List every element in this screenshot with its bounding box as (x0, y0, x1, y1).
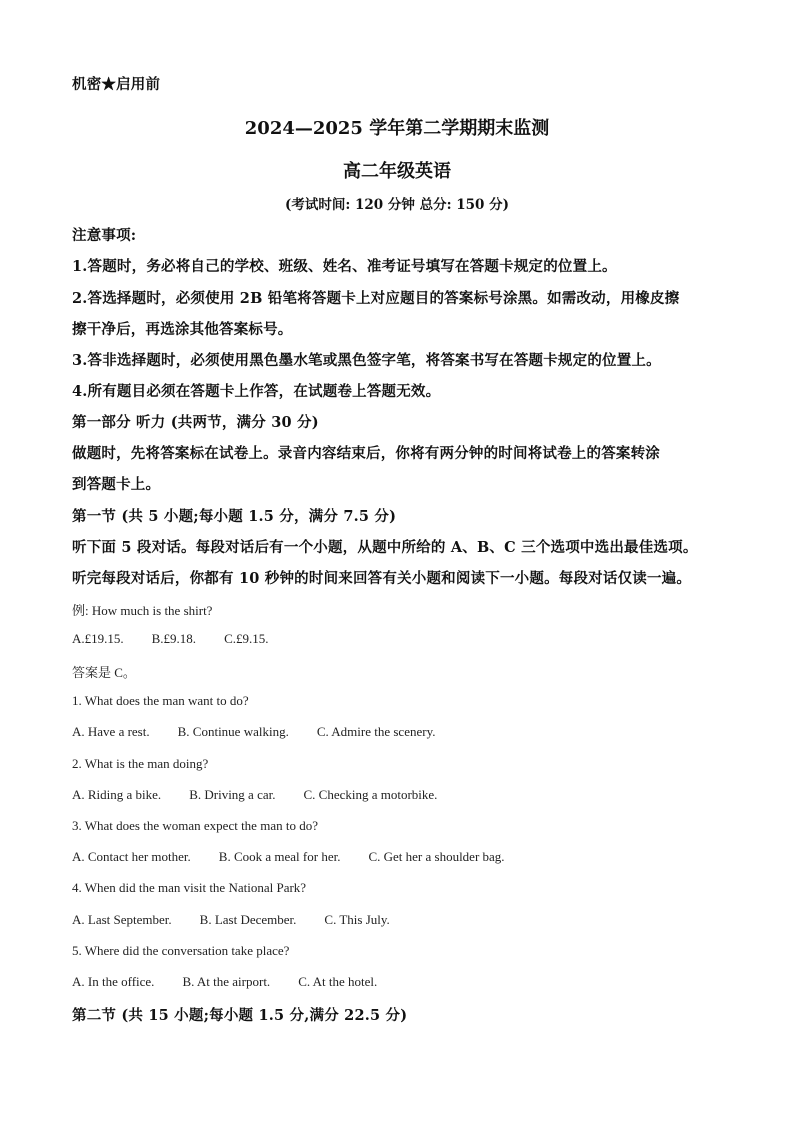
option-a: A. Have a rest. (72, 724, 150, 739)
question-5: 5. Where did the conversation take place? (72, 943, 290, 958)
option-b: B. Driving a car. (189, 787, 276, 802)
example-answer: 答案是 C。 (72, 665, 136, 680)
note-item: 1.答题时，务必将自己的学校、班级、姓名、准考证号填写在答题卡规定的位置上。 (72, 258, 617, 275)
question-1-options (72, 724, 435, 740)
note-item-continued: 擦干净后，再选涂其他答案标号。 (72, 321, 293, 338)
option-c: C. Admire the scenery. (316, 724, 436, 739)
option-b: B. Last December. (199, 912, 297, 927)
question-2: 2. What is the man doing? (72, 756, 209, 771)
exam-title: 2024—2025 学年第二学期期末监测 (244, 118, 550, 139)
part1-instructions: 做题时，先将答案标在试卷上。录音内容结束后，你将有两分钟的时间将试卷上的答案转涂 (72, 445, 660, 462)
exam-info: (考试时间: 120 分钟 总分: 150 分) (284, 197, 510, 213)
question-3: 3. What does the woman expect the man to do? (72, 818, 318, 833)
part1-heading: 第一部分 听力 (共两节，满分 30 分) (72, 414, 319, 431)
section2-heading: 第二节 (共 15 小题;每小题 1.5 分,满分 22.5 分) (72, 1007, 408, 1024)
section1-instructions-continued: 听完每段对话后，你都有 10 秒钟的时间来回答有关小题和阅读下一小题。每段对话仅读一遍。 (72, 570, 692, 587)
question-1: 1. What does the man want to do? (72, 693, 249, 708)
question-4-options (72, 912, 390, 928)
note-item: 3.答非选择题时，必须使用黑色墨水笔或黑色签字笔，将答案书写在答题卡规定的位置上。 (72, 352, 661, 369)
section1-instructions: 听下面 5 段对话。每段对话后有一个小题，从题中所给的 A、B、C 三个选项中选出最佳选项。 (72, 539, 698, 556)
exam-subject: 高二年级英语 (343, 161, 451, 182)
option-b: B. Cook a meal for her. (218, 849, 341, 864)
option-c: C.£9.15. (224, 631, 269, 646)
option-c: C. Get her a shoulder bag. (368, 849, 505, 864)
option-c: C. At the hotel. (298, 974, 378, 989)
section1-heading: 第一节 (共 5 小题;每小题 1.5 分，满分 7.5 分) (72, 508, 397, 525)
option-a: A. In the office. (72, 974, 155, 989)
note-item: 2.答选择题时，必须使用 2B 铅笔将答题卡上对应题目的答案标号涂黑。如需改动，用橡皮擦 (72, 290, 680, 307)
option-a: A. Last September. (72, 912, 172, 927)
notes-heading: 注意事项: (72, 227, 137, 244)
question-5-options (72, 974, 377, 990)
example-question: 例: How much is the shirt? (72, 603, 213, 618)
secret-mark: 机密★启用前 (72, 76, 161, 93)
option-a: A. Contact her mother. (72, 849, 191, 864)
option-a: A.£19.15. (72, 631, 124, 646)
option-c: C. Checking a motorbike. (303, 787, 438, 802)
part1-instructions-continued: 到答题卡上。 (72, 476, 161, 493)
option-b: B.£9.18. (151, 631, 197, 646)
note-item: 4.所有题目必须在答题卡上作答，在试题卷上答题无效。 (72, 383, 441, 400)
option-c: C. This July. (324, 912, 390, 927)
question-3-options (72, 849, 505, 865)
option-b: B. At the airport. (182, 974, 271, 989)
example-options (72, 631, 268, 647)
option-a: A. Riding a bike. (72, 787, 162, 802)
question-2-options (72, 787, 437, 803)
option-b: B. Continue walking. (177, 724, 289, 739)
question-4: 4. When did the man visit the National Park? (72, 880, 307, 895)
